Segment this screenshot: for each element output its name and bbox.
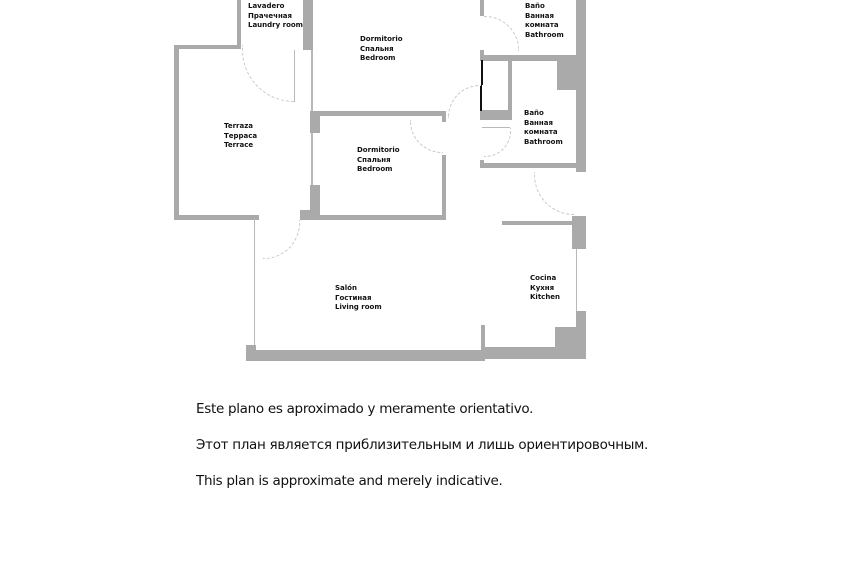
wall-living-left-window bbox=[254, 218, 255, 346]
wall-bedroom2-bottom bbox=[310, 215, 446, 220]
room-label-kitchen bbox=[530, 274, 560, 303]
room-name-en: Terrace bbox=[224, 141, 254, 150]
room-name-en: Bedroom bbox=[357, 165, 393, 174]
wall-laundry-right bbox=[303, 0, 313, 50]
room-name-ru: Прачечная bbox=[248, 11, 293, 20]
wall-bedroom2-top bbox=[310, 111, 446, 116]
wall-kitchen-right-upper bbox=[572, 216, 586, 249]
room-label-living-room bbox=[335, 284, 382, 313]
disclaimer-es: Este plano es aproximado y meramente orientativo. bbox=[196, 401, 534, 417]
room-name-en: Bedroom bbox=[360, 54, 396, 63]
room-name-es: Lavadero bbox=[248, 2, 285, 10]
wall-kitchen-window bbox=[576, 249, 577, 311]
disclaimer-block bbox=[196, 399, 648, 507]
room-name-ru: Ванная bbox=[525, 11, 554, 20]
door-laundry-swing bbox=[242, 45, 295, 102]
door-bath1-swing bbox=[484, 16, 519, 51]
disclaimer-ru: Этот план является приблизительным и лишь ориентировочным. bbox=[196, 437, 648, 453]
room-label-bathroom-2 bbox=[524, 109, 563, 147]
wall-terrace-bottom bbox=[174, 215, 259, 220]
room-name-ru: Спальня bbox=[360, 44, 394, 53]
room-name-es: Baño bbox=[524, 109, 544, 117]
room-name-en: Living room bbox=[335, 303, 382, 312]
room-name-es: Dormitorio bbox=[360, 35, 403, 43]
room-name-en: Laundry room bbox=[248, 21, 303, 30]
door-terrace-swing bbox=[263, 220, 300, 259]
wall-shaft-black-1 bbox=[481, 60, 483, 85]
room-name-es: Salón bbox=[335, 284, 357, 292]
room-label-terrace bbox=[224, 122, 257, 151]
room-name-ru-2: комната bbox=[525, 21, 559, 30]
room-label-bedroom-2 bbox=[357, 146, 400, 175]
room-name-ru: Ванная bbox=[524, 118, 553, 127]
wall-terrace-left bbox=[174, 45, 179, 220]
room-name-en: Kitchen bbox=[530, 293, 561, 302]
wall-shaft-bottom bbox=[480, 110, 512, 120]
wall-terrace-top bbox=[174, 45, 240, 49]
wall-bedroom2-right bbox=[442, 155, 446, 220]
room-name-en: Bathroom bbox=[525, 30, 564, 39]
room-name-es: Terraza bbox=[224, 122, 254, 130]
wall-laundry-left bbox=[237, 0, 241, 49]
room-name-en: Bathroom bbox=[524, 137, 563, 146]
room-name-es: Cocina bbox=[530, 274, 557, 282]
wall-bath2-pier bbox=[557, 60, 586, 90]
room-name-ru: Гостиная bbox=[335, 293, 372, 302]
room-name-ru: Спальня bbox=[357, 155, 391, 164]
wall-living-bottom bbox=[246, 350, 485, 361]
wall-bath1-left bbox=[480, 0, 484, 16]
room-label-bedroom-1 bbox=[360, 35, 403, 64]
door-kitchen-swing bbox=[534, 172, 575, 215]
room-label-bathroom-1 bbox=[525, 2, 564, 40]
door-hall-swing bbox=[448, 85, 481, 118]
wall-shaft-right bbox=[508, 60, 512, 115]
disclaimer-en: This plan is approximate and merely indicative. bbox=[196, 473, 503, 489]
room-name-ru: Кухня bbox=[530, 283, 555, 292]
room-name-ru-2: комната bbox=[524, 128, 558, 137]
room-name-ru: Терраса bbox=[224, 131, 258, 140]
wall-bath2-bottom bbox=[480, 163, 586, 168]
room-name-es: Dormitorio bbox=[357, 146, 400, 154]
room-label-laundry bbox=[248, 2, 303, 31]
room-name-es: Baño bbox=[525, 2, 545, 10]
door-bath2-swing bbox=[484, 128, 511, 157]
door-bedroom2-swing bbox=[410, 120, 443, 153]
wall-kitchen-bottom bbox=[481, 347, 586, 359]
